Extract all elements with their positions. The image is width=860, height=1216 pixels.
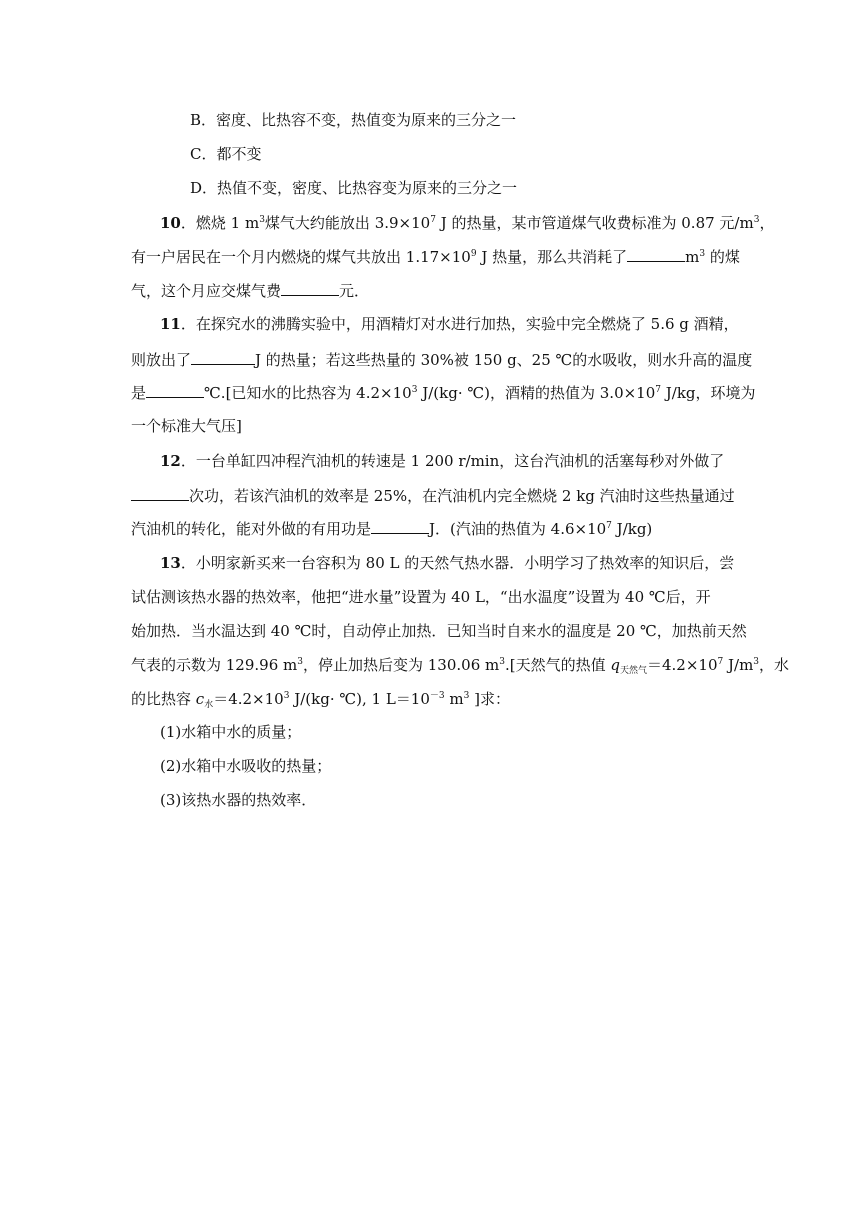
q13-line-1: 13．小明家新买来一台容积为 80 L 的天然气热水器．小明学习了热效率的知识后，尝	[160, 554, 735, 572]
q13-line-3: 始加热．当水温达到 40 ℃时，自动停止加热．已知当时自来水的温度是 20 ℃，加热前天然	[131, 622, 747, 640]
option-b: B．密度、比热容不变，热值变为原来的三分之一	[190, 111, 517, 129]
q13-subquestion-1: (1)水箱中水的质量；	[160, 723, 302, 741]
q12-line-3: 汽油机的转化，能对外做的有用功是 J．(汽油的热值为 $4.6\times 10^7$ J/kg)	[131, 520, 653, 538]
q12-line-1: 12．一台单缸四冲程汽油机的转速是 1 200 r/min，这台汽油机的活塞每秒对外做了	[160, 452, 725, 470]
q10-line-3: 气，这个月应交煤气费 元．	[131, 282, 370, 300]
question-number: 11	[160, 315, 181, 333]
answer-blank[interactable]	[131, 485, 189, 501]
answer-blank[interactable]	[371, 518, 429, 534]
q13-line-2: 试估测该热水器的热效率，他把“进水量”设置为 40 L，“出水温度”设置为 40 ℃后，开	[131, 588, 711, 606]
answer-blank[interactable]	[191, 349, 255, 365]
question-number: 13	[160, 554, 181, 572]
q10-line-1: 10．燃烧 1 $m^3$煤气大约能放出 $3.9\times 10^7$ J 的热量，某市管道煤气收费标准为 0.87 元$/m^3$，	[160, 214, 775, 232]
q12-line-2: 次功，若该汽油机的效率是 25%，在汽油机内完全燃烧 2 kg 汽油时这些热量通过	[131, 485, 735, 506]
answer-blank[interactable]	[281, 280, 339, 296]
answer-blank[interactable]	[146, 382, 204, 398]
question-number: 12	[160, 452, 181, 470]
question-number: 10	[160, 214, 181, 232]
q11-line-2: 则放出了 J 的热量；若这些热量的 30%被 150 g、25 ℃的水吸收，则水升高的温度	[131, 351, 753, 369]
q13-line-5: 的比热容 $c_水=4.2\times 10^3$ J/(kg· ℃), 1 $L=10^{-3}$ $m^3$ ]求：	[131, 690, 510, 710]
option-c: C．都不变	[190, 145, 262, 163]
q11-line-1: 11．在探究水的沸腾实验中，用酒精灯对水进行加热，实验中完全燃烧了 5.6 g 酒精，	[160, 315, 739, 333]
q10-line-2: 有一户居民在一个月内燃烧的煤气共放出 $1.17\times 10^9$ J 热量，那么共消耗了 $m^3$ 的煤	[131, 248, 740, 266]
answer-blank[interactable]	[627, 246, 685, 262]
q13-subquestion-2: (2)水箱中水吸收的热量；	[160, 757, 332, 775]
option-d: D．热值不变，密度、比热容变为原来的三分之一	[190, 179, 518, 197]
q11-line-3: 是 ℃.[已知水的比热容为 $4.2\times 10^3$ J/(kg· ℃)，酒精的热值为 $3.0\times 10^7$ J/kg，环境为	[131, 384, 756, 402]
q11-line-4: 一个标准大气压]	[131, 417, 242, 435]
q13-subquestion-3: (3)该热水器的热效率．	[160, 791, 317, 809]
q13-line-4: 气表的示数为 129.96 $m^3$，停止加热后变为 130.06 $m^3$.[天然气的热值 $q_{天然气}=4.2\times 10^7$ $J/m^3$，水	[131, 656, 790, 676]
